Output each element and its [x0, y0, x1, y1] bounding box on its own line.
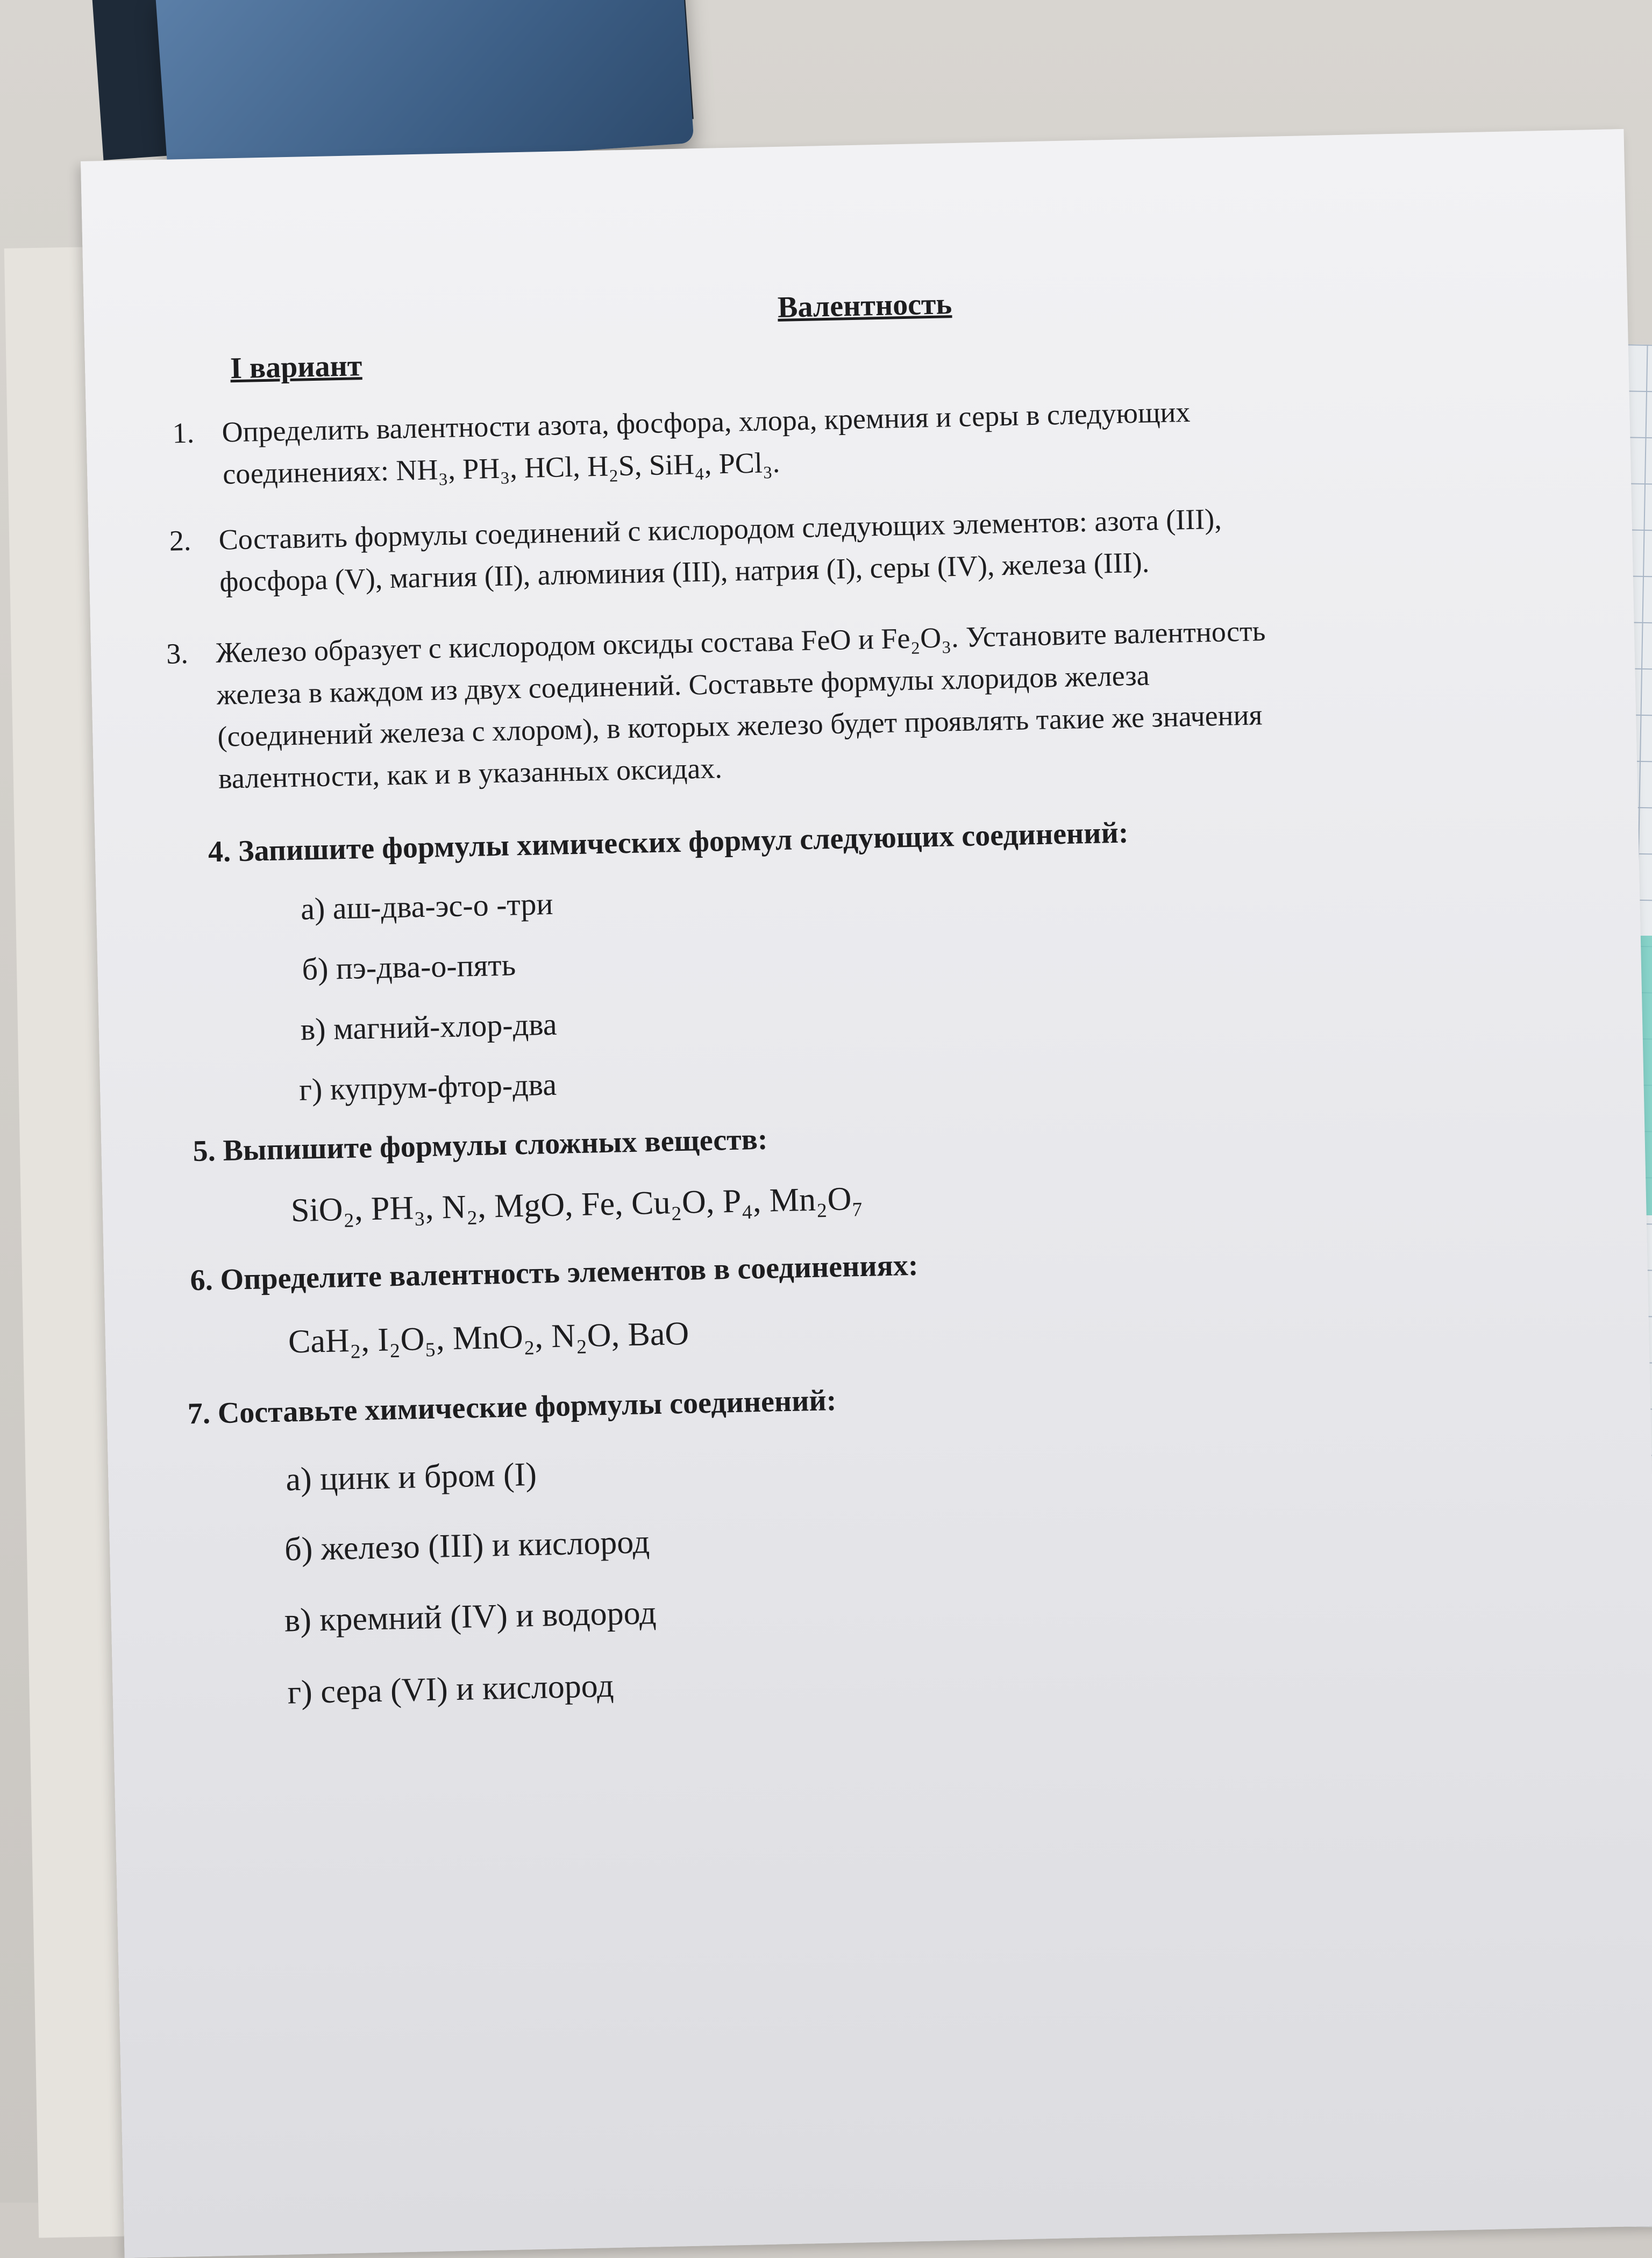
question-2-line-2: фосфора (V), магния (II), алюминия (III), натрия (I), серы (IV), железа (III).: [219, 546, 1150, 598]
formula-h2s: H₂S: [587, 449, 635, 483]
question-6: 6. Определите валентность элементов в соединениях:: [189, 1248, 919, 1298]
worksheet-content: [81, 129, 1652, 2258]
question-3: [166, 610, 1269, 801]
question-7-item-a: а) цинк и бром (I): [285, 1456, 537, 1498]
question-7: 7. Составьте химические формулы соединений:: [187, 1384, 837, 1431]
question-3-line-2: железа в каждом из двух соединений. Составьте формулы хлоридов железа: [216, 659, 1150, 711]
question-1: [172, 391, 1192, 496]
question-3-number: 3.: [166, 637, 189, 670]
formula-hcl: HCl: [524, 450, 573, 484]
question-4: 4. Запишите формулы химических формул следующих соединений:: [208, 816, 1129, 869]
formula-sih4: SiH₄: [649, 447, 705, 481]
question-4-item-a: а) аш-два-эс-о -три: [300, 886, 554, 927]
question-1-number: 1.: [172, 416, 195, 450]
question-5-formulas: SiO₂, PH₃, N₂, MgO, Fe, Cu₂O, P₄, Mn₂O₇: [290, 1180, 864, 1229]
question-7-item-g: г) сера (VI) и кислород: [287, 1667, 615, 1711]
formula-ph3: PH₃: [462, 452, 510, 486]
question-1-line-1: Определить валентности азота, фосфора, хлора, кремния и серы в следующих: [221, 395, 1191, 448]
question-2-line-1: Составить формулы соединений с кислородом следующих элементов: азота (III),: [218, 502, 1222, 556]
question-6-formulas: CaH₂, I₂O₅, MnO₂, N₂O, BaO: [288, 1315, 689, 1361]
question-4-item-b: б) пэ-два-о-пять: [301, 947, 516, 987]
question-2-number: 2.: [169, 524, 191, 557]
question-1-line-2: соединениях: NH₃, PH₃, HCl, H₂S, SiH₄, PCl₃.: [222, 446, 780, 490]
question-3-line-3: (соединений железа с хлором), в которых железо будет проявлять такие же значения: [217, 699, 1263, 753]
question-3-line-4: валентности, как и в указанных оксидах.: [218, 752, 723, 795]
question-4-item-v: в) магний-хлор-два: [300, 1006, 558, 1047]
worksheet-page: [81, 129, 1652, 2258]
question-4-item-g: г) купрум-фтор-два: [298, 1066, 557, 1107]
page-title: Валентность: [777, 287, 952, 324]
question-7-item-b: б) железо (III) и кислород: [284, 1523, 650, 1568]
question-3-line-1: Железо образует с кислородом оксиды состава FeO и Fe₂O₃. Установите валентность: [215, 615, 1266, 669]
question-5: 5. Выпишите формулы сложных веществ:: [192, 1122, 768, 1169]
question-7-item-v: в) кремний (IV) и водород: [284, 1594, 657, 1639]
formula-nh3: NH₃: [395, 453, 448, 487]
question-2: [169, 498, 1223, 604]
variant-label: I вариант: [230, 349, 362, 386]
formula-pcl3: PCl₃: [718, 446, 773, 480]
